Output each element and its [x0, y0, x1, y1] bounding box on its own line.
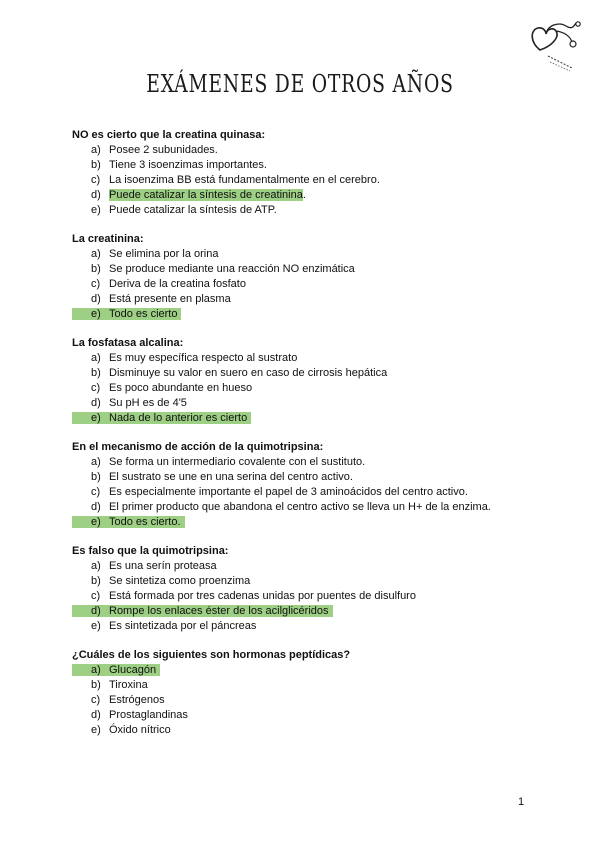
option-c: c) Es especialmente importante el papel de 3 aminoácidos del centro activo. [91, 486, 468, 498]
option-a: a) Es una serín proteasa [91, 560, 217, 572]
option-d: d) Prostaglandinas [91, 709, 188, 721]
option-list [72, 663, 552, 738]
option-e-correct: e) Nada de lo anterior es cierto [72, 411, 552, 426]
option-a: a) Posee 2 subunidades. [91, 144, 218, 156]
question-text: NO es cierto que la creatina quinasa: [72, 129, 266, 141]
question-text: ¿Cuáles de los siguientes son hormonas peptídicas? [72, 649, 351, 661]
option-list [72, 143, 552, 218]
option-a-correct: a) Glucagón [72, 663, 552, 678]
option-list [72, 455, 552, 530]
option-e-correct: e) Todo es cierto [72, 307, 552, 322]
question-2 [72, 232, 552, 322]
question-text: La creatinina: [72, 233, 144, 245]
option-b: b) Tiroxina [91, 679, 148, 691]
question-6 [72, 648, 552, 738]
option-c: c) Estrógenos [91, 694, 165, 706]
option-c: c) La isoenzima BB está fundamentalmente en el cerebro. [91, 174, 380, 186]
heart-stethoscope-logo-icon [526, 20, 586, 72]
question-text: En el mecanismo de acción de la quimotripsina: [72, 441, 324, 453]
option-c: c) Está formada por tres cadenas unidas por puentes de disulfuro [91, 590, 416, 602]
option-d-correct: d) Puede catalizar la síntesis de creatinina. [91, 189, 306, 201]
option-d: d) Su pH es de 4'5 [91, 397, 187, 409]
option-b: b) El sustrato se une en una serina del centro activo. [91, 471, 353, 483]
option-e: e) Puede catalizar la síntesis de ATP. [91, 204, 277, 216]
option-a: a) Es muy específica respecto al sustrato [91, 352, 298, 364]
option-a: a) Se elimina por la orina [91, 248, 219, 260]
question-1 [72, 128, 552, 218]
option-e: e) Óxido nítrico [91, 724, 171, 736]
question-text: La fosfatasa alcalina: [72, 337, 184, 349]
option-d-correct: d) Rompe los enlaces éster de los acilglicéridos [72, 604, 552, 619]
option-b: b) Se sintetiza como proenzima [91, 575, 251, 587]
option-b: b) Disminuye su valor en suero en caso de cirrosis hepática [91, 367, 388, 379]
option-b: b) Tiene 3 isoenzimas importantes. [91, 159, 267, 171]
option-d: d) El primer producto que abandona el centro activo se lleva un H+ de la enzima. [91, 501, 491, 513]
option-list [72, 351, 552, 426]
option-c: c) Deriva de la creatina fosfato [91, 278, 246, 290]
option-e: e) Es sintetizada por el páncreas [91, 620, 257, 632]
option-d: d) Está presente en plasma [91, 293, 231, 305]
question-4 [72, 440, 552, 530]
page-number: 1 [518, 796, 525, 808]
option-list [72, 247, 552, 322]
question-text: Es falso que la quimotripsina: [72, 545, 229, 557]
option-a: a) Se forma un intermediario covalente con el sustituto. [91, 456, 366, 468]
question-list [72, 128, 552, 752]
question-3 [72, 336, 552, 426]
option-c: c) Es poco abundante en hueso [91, 382, 253, 394]
option-e-correct: e) Todo es cierto. [72, 515, 552, 530]
question-5 [72, 544, 552, 634]
option-b: b) Se produce mediante una reacción NO enzimática [91, 263, 355, 275]
page-title: EXÁMENES DE OTROS AÑOS [146, 70, 454, 98]
option-list [72, 559, 552, 634]
